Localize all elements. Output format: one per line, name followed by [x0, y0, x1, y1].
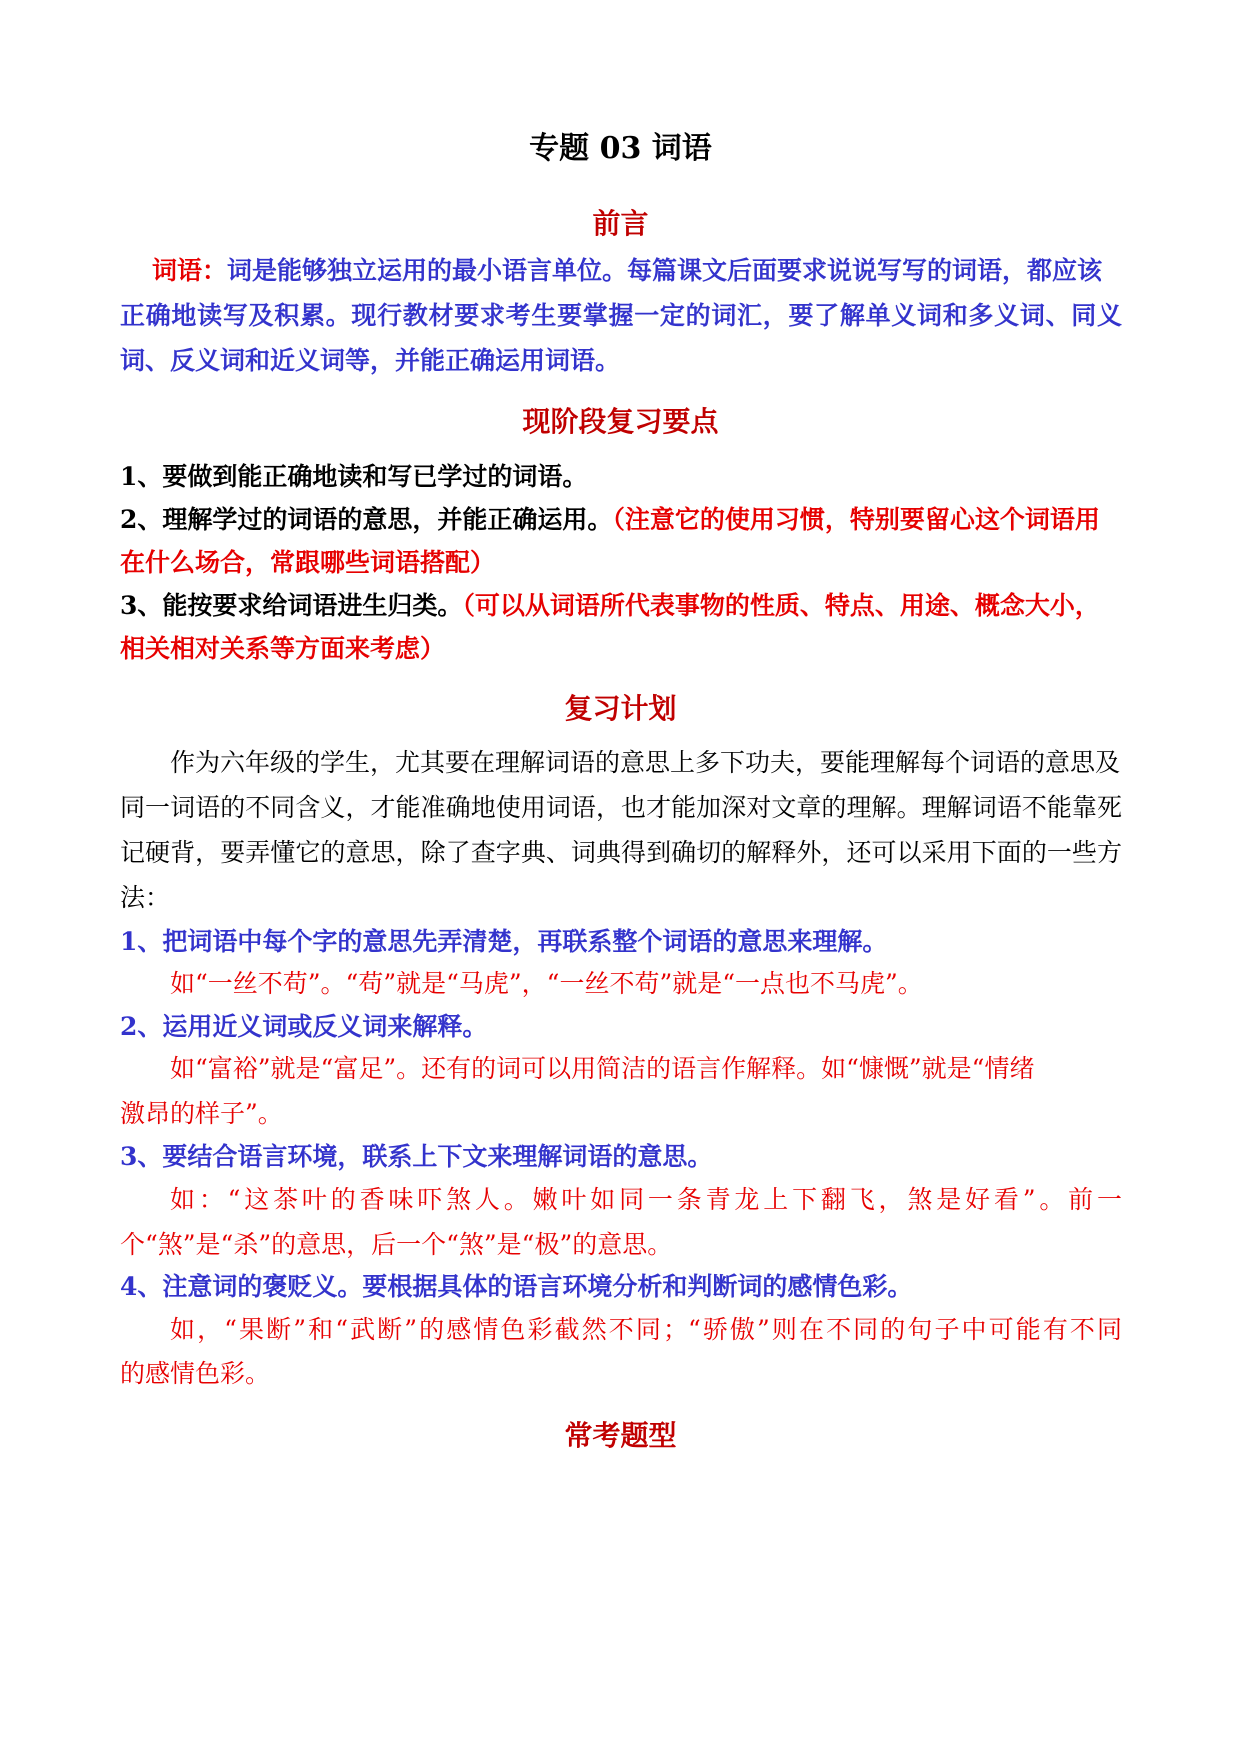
page-title: 专题 03 词语 — [529, 131, 712, 166]
plan-heading: 复习计划 — [564, 692, 677, 725]
preface-line-1-text: 词是能够独立运用的最小语言单位。每篇课文后面要求说说写写的词语，都应该 — [227, 256, 1103, 285]
key-point-1: 1、要做到能正确地读和写已学过的词语。 — [120, 462, 588, 491]
example-1: 如“一丝不苟”。“苟”就是“马虎”，“一丝不苟”就是“一点也不马虎”。 — [170, 969, 923, 998]
example-3-line-1: 如：“这茶叶的香味吓煞人。嫩叶如同一条青龙上下翻飞，煞是好看”。前一 — [170, 1185, 1122, 1214]
preface-label: 词语： — [152, 256, 228, 285]
key-point-2-text: 2、理解学过的词语的意思，并能正确运用。 — [120, 505, 613, 534]
key-points-heading: 现阶段复习要点 — [522, 405, 719, 438]
method-2: 2、运用近义词或反义词来解释。 — [120, 1012, 488, 1041]
method-3: 3、要结合语言环境，联系上下文来理解词语的意思。 — [120, 1142, 713, 1171]
example-4-line-1: 如，“果断”和“武断”的感情色彩截然不同；“骄傲”则在不同的句子中可能有不同 — [170, 1315, 1123, 1344]
example-4-line-2: 的感情色彩。 — [120, 1359, 271, 1388]
key-point-3-text: 3、能按要求给词语进生归类。 — [120, 591, 463, 620]
preface-paragraph-line-2: 正确地读写及积累。现行教材要求考生要掌握一定的词汇，要了解单义词和多义词、同义 — [120, 301, 1122, 330]
plan-intro-line-4: 法： — [120, 883, 171, 912]
method-1: 1、把词语中每个字的意思先弄清楚，再联系整个词语的意思来理解。 — [120, 927, 888, 956]
question-types-heading: 常考题型 — [564, 1419, 677, 1452]
example-3-line-2: 个“煞”是“杀”的意思，后一个“煞”是“极”的意思。 — [120, 1230, 673, 1259]
key-point-2 — [120, 503, 1122, 537]
key-point-3-note-continued: 相关相对关系等方面来考虑） — [120, 634, 446, 663]
key-point-2-note-continued: 在什么场合，常跟哪些词语搭配） — [120, 548, 496, 577]
method-4: 4、注意词的褒贬义。要根据具体的语言环境分析和判断词的感情色彩。 — [120, 1272, 913, 1301]
preface-paragraph-line-1 — [152, 254, 1122, 288]
example-2-line-2: 激昂的样子”。 — [120, 1099, 283, 1128]
key-point-2-note: （注意它的使用习惯，特别要留心这个词语用 — [612, 505, 1100, 534]
example-2-line-1: 如“富裕”就是“富足”。还有的词可以用简洁的语言作解释。如“慷慨”就是“情绪 — [170, 1054, 1035, 1083]
plan-intro-line-2: 同一词语的不同含义，才能准确地使用词语，也才能加深对文章的理解。理解词语不能靠死 — [120, 793, 1122, 822]
key-point-3 — [120, 589, 1122, 623]
preface-heading: 前言 — [592, 207, 649, 240]
preface-paragraph-line-3: 词、反义词和近义词等，并能正确运用词语。 — [120, 346, 621, 375]
plan-intro-line-3: 记硬背，要弄懂它的意思，除了查字典、词典得到确切的解释外，还可以采用下面的一些方 — [120, 838, 1122, 867]
key-point-3-note: （可以从词语所代表事物的性质、特点、用途、概念大小， — [462, 591, 1100, 620]
plan-intro-line-1: 作为六年级的学生，尤其要在理解词语的意思上多下功夫，要能理解每个词语的意思及 — [170, 748, 1121, 777]
